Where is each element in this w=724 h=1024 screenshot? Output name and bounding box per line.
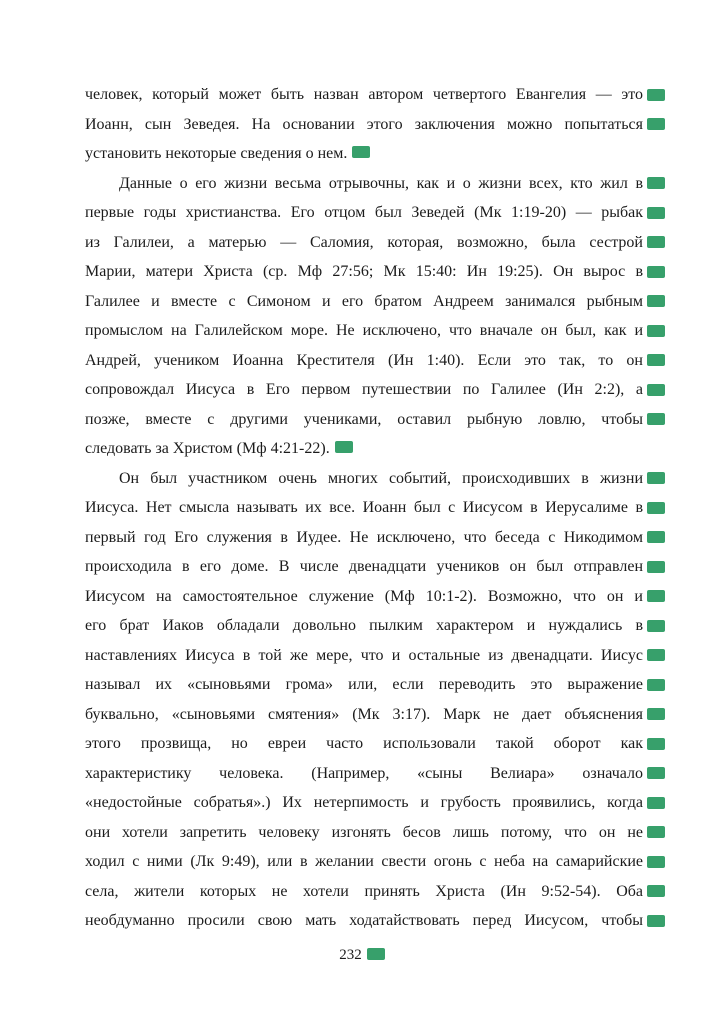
line-end-highlight-mark xyxy=(647,649,665,661)
line-end-highlight-mark xyxy=(367,948,385,960)
text-line-content: следовать за Христом (Мф 4:21-22). xyxy=(85,440,330,457)
line-end-highlight-mark xyxy=(647,738,665,750)
text-line-content: Галилее и вместе с Симоном и его братом Андреем занимался рыбным xyxy=(85,292,643,310)
text-line xyxy=(85,493,643,523)
line-end-highlight-mark xyxy=(647,236,665,248)
text-line-content: установить некоторые сведения о нем. xyxy=(85,145,348,162)
text-line-content: из Галилеи, а матерью — Саломия, которая, возможно, была сестрой xyxy=(85,233,643,251)
text-line xyxy=(85,906,643,936)
line-end-highlight-mark xyxy=(647,679,665,691)
line-end-highlight-mark xyxy=(352,146,370,158)
text-line-content: Иисуса. Нет смысла называть их все. Иоанн был с Иисусом в Иерусалиме в xyxy=(85,499,643,516)
text-line xyxy=(85,80,643,110)
line-end-highlight-mark xyxy=(647,856,665,868)
text-line-content: Марии, матери Христа (ср. Мф 27:56; Мк 15:40: Ин 19:25). Он вырос в xyxy=(85,263,643,280)
text-column xyxy=(85,80,643,936)
text-line-content: ходил с ними (Лк 9:49), или в желании свести огонь с неба на самарийские xyxy=(85,853,643,870)
page-number: 232 xyxy=(339,947,362,963)
text-line xyxy=(85,700,643,730)
text-line xyxy=(85,523,643,553)
text-line-content: Иоанн, сын Зеведея. На основании этого заключения можно попытаться xyxy=(85,115,643,133)
text-line-content: Иисусом на самостоятельное служение (Мф 10:1-2). Возможно, что он и xyxy=(85,587,643,605)
text-line-content: человек, который может быть назван автором четвертого Евангелия — это xyxy=(85,86,643,103)
line-end-highlight-mark xyxy=(647,118,665,130)
line-end-highlight-mark xyxy=(647,797,665,809)
text-line xyxy=(85,434,643,464)
text-line xyxy=(85,346,643,376)
text-line-content: Данные о его жизни весьма отрывочны, как и о жизни всех, кто жил в xyxy=(119,174,643,192)
text-line xyxy=(85,670,643,700)
line-end-highlight-mark xyxy=(647,502,665,514)
line-end-highlight-mark xyxy=(647,325,665,337)
text-line xyxy=(85,641,643,671)
line-end-highlight-mark xyxy=(647,207,665,219)
line-end-highlight-mark xyxy=(647,295,665,307)
text-line-content: промыслом на Галилейском море. Не исключено, что вначале он был, как и xyxy=(85,322,643,339)
text-line xyxy=(85,228,643,258)
text-line-content: сопровождал Иисуса в Его первом путешествии по Галилее (Ин 2:2), а xyxy=(85,381,643,398)
line-end-highlight-mark xyxy=(647,590,665,602)
text-line-content: необдуманно просили свою мать ходатайствовать перед Иисусом, чтобы xyxy=(85,912,643,929)
text-line-content: первый год Его служения в Иудее. Не исключено, что беседа с Никодимом xyxy=(85,528,643,546)
text-line-content: «недостойные собратья».) Их нетерпимость и грубость проявились, когда xyxy=(85,794,643,811)
line-end-highlight-mark xyxy=(647,826,665,838)
line-end-highlight-mark xyxy=(647,177,665,189)
text-line-content: Он был участником очень многих событий, происходивших в жизни xyxy=(119,469,643,487)
text-line-content: характеристику человека. (Например, «сыны Велиара» означало xyxy=(85,764,643,782)
text-line-content: этого прозвища, но евреи часто использовали такой оборот как xyxy=(85,735,643,752)
line-end-highlight-mark xyxy=(647,767,665,779)
text-line-content: позже, вместе с другими учениками, оставил рыбную ловлю, чтобы xyxy=(85,410,643,428)
line-end-highlight-mark xyxy=(647,89,665,101)
page-footer xyxy=(0,944,724,966)
line-end-highlight-mark xyxy=(647,384,665,396)
line-end-highlight-mark xyxy=(647,531,665,543)
line-end-highlight-mark xyxy=(647,885,665,897)
text-line xyxy=(85,818,643,848)
text-line-content: происходила в его доме. В числе двенадцати учеников он был отправлен xyxy=(85,558,643,575)
line-end-highlight-mark xyxy=(647,708,665,720)
text-line xyxy=(85,582,643,612)
text-line xyxy=(85,729,643,759)
text-line xyxy=(85,257,643,287)
text-line xyxy=(85,847,643,877)
text-line xyxy=(85,611,643,641)
text-line xyxy=(85,110,643,140)
line-end-highlight-mark xyxy=(335,441,353,453)
line-end-highlight-mark xyxy=(647,472,665,484)
text-line xyxy=(85,169,643,199)
text-line-content: Андрей, учеником Иоанна Крестителя (Ин 1:40). Если это так, то он xyxy=(85,351,643,369)
text-line xyxy=(85,139,643,169)
text-line-content: его брат Иаков обладали довольно пылким характером и нуждались в xyxy=(85,617,643,634)
text-line-content: первые годы христианства. Его отцом был Зеведей (Мк 1:19-20) — рыбак xyxy=(85,204,643,221)
line-end-highlight-mark xyxy=(647,561,665,573)
line-end-highlight-mark xyxy=(647,915,665,927)
text-line-content: буквально, «сыновьями смятения» (Мк 3:17). Марк не дает объяснения xyxy=(85,705,643,723)
line-end-highlight-mark xyxy=(647,620,665,632)
text-line xyxy=(85,877,643,907)
text-line xyxy=(85,405,643,435)
line-end-highlight-mark xyxy=(647,413,665,425)
text-line-content: они хотели запретить человеку изгонять бесов лишь потому, что он не xyxy=(85,823,643,841)
text-line xyxy=(85,552,643,582)
line-end-highlight-mark xyxy=(647,266,665,278)
text-line xyxy=(85,198,643,228)
text-line xyxy=(85,788,643,818)
text-line xyxy=(85,464,643,494)
text-line xyxy=(85,759,643,789)
line-end-highlight-mark xyxy=(647,354,665,366)
text-line-content: села, жители которых не хотели принять Христа (Ин 9:52-54). Оба xyxy=(85,882,643,900)
text-line-content: называл их «сыновьями грома» или, если переводить это выражение xyxy=(85,676,643,693)
text-line-content: наставлениях Иисуса в той же мере, что и остальные из двенадцати. Иисус xyxy=(85,646,643,664)
text-line xyxy=(85,375,643,405)
text-line xyxy=(85,287,643,317)
text-line xyxy=(85,316,643,346)
